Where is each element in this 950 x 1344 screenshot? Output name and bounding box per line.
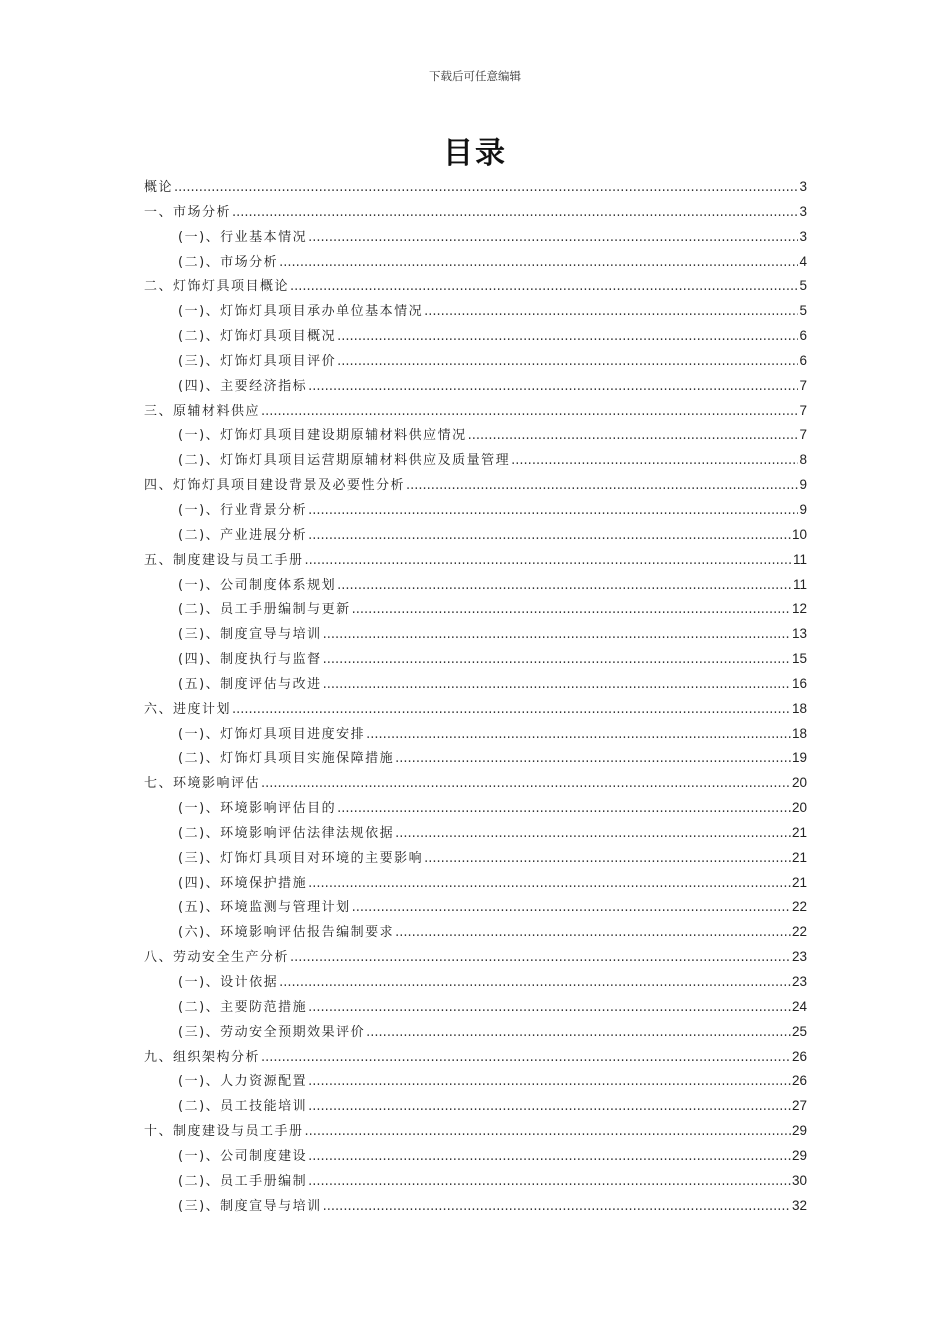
toc-entry-label: (一)、灯饰灯具项目进度安排 [178,726,366,742]
toc-entry-chapter[interactable] [144,1120,807,1145]
toc-entry-label: (四)、环境保护措施 [178,875,308,891]
toc-entry-label: (一)、灯饰灯具项目建设期原辅材料供应情况 [178,428,467,444]
toc-entry-page-number: 6 [799,328,807,344]
toc-leader-dots [337,578,792,593]
toc-entry-chapter[interactable] [144,275,807,300]
toc-entry-label: (一)、公司制度体系规划 [178,577,337,593]
toc-leader-dots [308,379,798,394]
toc-leader-dots [323,1199,791,1214]
toc-entry-label: 七、环境影响评估 [144,776,261,792]
toc-entry-label: (二)、市场分析 [178,254,279,270]
toc-entry-page-number: 16 [791,675,807,691]
toc-entry-page-number: 23 [791,974,807,989]
toc-entry-page-number: 29 [791,1123,807,1139]
toc-leader-dots [261,404,798,419]
toc-entry-page-number: 21 [791,824,807,840]
toc-entry-chapter[interactable] [144,698,807,723]
toc-entry-section[interactable] [144,1095,807,1120]
toc-leader-dots [308,528,791,543]
toc-leader-dots [308,230,798,245]
toc-entry-section[interactable] [144,524,807,549]
toc-entry-label: 概论 [144,180,174,195]
toc-entry-page-number: 11 [792,576,807,592]
toc-leader-dots [395,925,791,940]
toc-leader-dots [352,900,791,915]
toc-leader-dots [308,1000,791,1015]
toc-leader-dots [261,1050,791,1065]
toc-entry-page-number: 3 [799,179,807,194]
toc-entry-page-number: 5 [799,303,807,319]
toc-entry-page-number: 9 [799,477,807,493]
toc-entry-section[interactable] [144,921,807,946]
toc-entry-page-number: 25 [791,1023,807,1039]
toc-entry-label: (一)、灯饰灯具项目承办单位基本情况 [178,304,424,320]
toc-entry-label: (一)、行业背景分析 [178,502,308,518]
toc-leader-dots [308,1099,791,1114]
toc-entry-label: (五)、制度评估与改进 [178,676,322,692]
toc-entry-section[interactable] [144,896,807,921]
toc-leader-dots [406,478,798,493]
toc-entry-page-number: 18 [791,725,807,741]
toc-entry-label: (二)、灯饰灯具项目运营期原辅材料供应及质量管理 [178,453,511,469]
toc-entry-label: (三)、制度宣导与培训 [178,627,322,643]
toc-leader-dots [279,255,798,270]
toc-entry-label: (四)、主要经济指标 [178,378,308,394]
toc-entry-page-number: 5 [799,278,807,294]
toc-title: 目录 [443,136,507,171]
toc-entry-section[interactable] [144,822,807,847]
toc-leader-dots [323,627,791,642]
toc-entry-page-number: 18 [791,700,807,716]
toc-entry-section[interactable] [144,971,807,996]
toc-leader-dots [308,876,791,891]
toc-entry-page-number: 21 [791,849,807,865]
toc-leader-dots [511,453,798,468]
toc-leader-dots [279,975,791,990]
toc-entry-section[interactable] [144,424,807,449]
toc-entry-page-number: 22 [791,924,807,940]
toc-entry-label: (二)、灯饰灯具项目概况 [178,329,337,345]
toc-entry-label: (三)、灯饰灯具项目对环境的主要影响 [178,850,424,866]
toc-entry-label: (五)、环境监测与管理计划 [178,900,351,916]
toc-entry-section[interactable] [144,872,807,897]
toc-entry-chapter[interactable] [144,946,807,971]
toc-entry-page-number: 4 [799,253,807,269]
toc-entry-page-number: 7 [799,402,807,418]
toc-entry-chapter[interactable] [144,176,807,201]
toc-leader-dots [468,428,799,443]
toc-entry-label: (一)、设计依据 [178,975,279,990]
toc-entry-label: (二)、产业进展分析 [178,527,308,543]
toc-entry-label: (二)、员工手册编制与更新 [178,602,351,618]
toc-leader-dots [366,1025,791,1040]
toc-leader-dots [424,304,798,319]
toc-entry-page-number: 20 [791,775,807,791]
toc-leader-dots [232,205,798,220]
toc-entry-label: 六、进度计划 [144,701,232,717]
toc-entry-label: (三)、灯饰灯具项目评价 [178,353,337,369]
toc-entry-page-number: 26 [791,1048,807,1064]
toc-entry-page-number: 30 [791,1172,807,1188]
toc-entry-label: (六)、环境影响评估报告编制要求 [178,925,395,941]
toc-leader-dots [308,503,798,518]
toc-entry-page-number: 32 [791,1197,807,1213]
toc-entry-label: (二)、环境影响评估法律法规依据 [178,825,395,841]
toc-entry-section[interactable] [144,747,807,772]
toc-entry-chapter[interactable] [144,400,807,425]
toc-leader-dots [308,1174,791,1189]
toc-entry-page-number: 26 [791,1073,807,1089]
toc-entry-page-number: 3 [799,228,807,244]
toc-entry-label: (一)、行业基本情况 [178,229,308,245]
toc-entry-page-number: 6 [799,352,807,368]
toc-entry-section[interactable] [144,574,807,599]
toc-entry-section[interactable] [144,449,807,474]
toc-entry-section[interactable] [144,350,807,375]
toc-entry-page-number: 15 [791,651,807,667]
toc-entry-label: 十、制度建设与员工手册 [144,1124,304,1140]
toc-leader-dots [232,702,791,717]
toc-entry-chapter[interactable] [144,772,807,797]
toc-leader-dots [337,354,798,369]
toc-entry-section[interactable] [144,375,807,400]
toc-entry-page-number: 23 [791,949,807,965]
toc-entry-page-number: 24 [791,998,807,1014]
toc-entry-section[interactable] [144,673,807,698]
toc-entry-section[interactable] [144,499,807,524]
toc-entry-page-number: 8 [799,452,807,468]
toc-entry-section[interactable] [144,996,807,1021]
toc-entry-label: 一、市场分析 [144,204,232,220]
toc-leader-dots [323,677,791,692]
toc-entry-label: 九、组织架构分析 [144,1049,261,1065]
toc-entry-page-number: 10 [791,526,807,542]
toc-entry-label: 五、制度建设与员工手册 [144,552,304,568]
toc-entry-section[interactable] [144,847,807,872]
toc-entry-page-number: 7 [799,377,807,393]
toc-entry-page-number: 27 [791,1098,807,1114]
toc-entry-page-number: 7 [799,427,807,443]
toc-leader-dots [290,950,791,965]
toc-entry-section[interactable] [144,1021,807,1046]
toc-entry-chapter[interactable] [144,201,807,226]
toc-entry-section[interactable] [144,325,807,350]
toc-entry-section[interactable] [144,598,807,623]
header-note: 下载后可任意编辑 [429,69,521,83]
toc-leader-dots [323,652,791,667]
toc-entry-page-number: 3 [799,203,807,219]
toc-entry-label: (二)、员工手册编制 [178,1173,308,1189]
toc-entry-page-number: 11 [792,551,807,567]
toc-entry-page-number: 19 [791,750,807,766]
table-of-contents [144,176,807,1219]
toc-entry-page-number: 21 [791,874,807,890]
toc-entry-label: (二)、员工技能培训 [178,1099,308,1115]
toc-entry-label: (一)、环境影响评估目的 [178,801,337,817]
toc-entry-label: 四、灯饰灯具项目建设背景及必要性分析 [144,478,406,494]
toc-entry-label: 八、劳动安全生产分析 [144,950,290,966]
toc-leader-dots [395,751,791,766]
toc-entry-section[interactable] [144,1170,807,1195]
toc-entry-section[interactable] [144,300,807,325]
toc-leader-dots [308,1149,791,1164]
toc-leader-dots [337,329,798,344]
toc-entry-label: (三)、制度宣导与培训 [178,1198,322,1214]
toc-leader-dots [305,553,792,568]
toc-leader-dots [337,801,791,816]
toc-entry-section[interactable] [144,226,807,251]
toc-entry-chapter[interactable] [144,474,807,499]
toc-entry-section[interactable] [144,648,807,673]
toc-leader-dots [308,1074,791,1089]
toc-entry-label: (二)、主要防范措施 [178,999,308,1015]
toc-entry-page-number: 9 [799,501,807,517]
toc-entry-page-number: 12 [791,601,807,617]
toc-entry-section[interactable] [144,1070,807,1095]
toc-leader-dots [352,602,791,617]
toc-entry-section[interactable] [144,1145,807,1170]
toc-entry-page-number: 20 [791,800,807,816]
toc-leader-dots [174,180,798,195]
toc-leader-dots [424,851,791,866]
toc-entry-label: (三)、劳动安全预期效果评价 [178,1024,366,1040]
toc-entry-label: (一)、公司制度建设 [178,1148,308,1164]
toc-leader-dots [305,1124,791,1139]
toc-entry-section[interactable] [144,797,807,822]
toc-entry-chapter[interactable] [144,549,807,574]
toc-leader-dots [366,727,791,742]
toc-entry-section[interactable] [144,723,807,748]
toc-entry-section[interactable] [144,623,807,648]
toc-entry-label: 三、原辅材料供应 [144,403,261,419]
toc-leader-dots [261,776,791,791]
toc-entry-label: (二)、灯饰灯具项目实施保障措施 [178,751,395,767]
toc-entry-page-number: 29 [791,1147,807,1163]
toc-entry-chapter[interactable] [144,1046,807,1071]
toc-entry-section[interactable] [144,251,807,276]
toc-entry-page-number: 22 [791,899,807,915]
toc-leader-dots [395,826,791,841]
toc-entry-label: (一)、人力资源配置 [178,1074,308,1090]
toc-leader-dots [290,279,798,294]
toc-entry-label: (四)、制度执行与监督 [178,652,322,668]
toc-entry-page-number: 13 [791,626,807,642]
toc-entry-label: 二、灯饰灯具项目概论 [144,279,290,295]
toc-entry-section[interactable] [144,1195,807,1220]
